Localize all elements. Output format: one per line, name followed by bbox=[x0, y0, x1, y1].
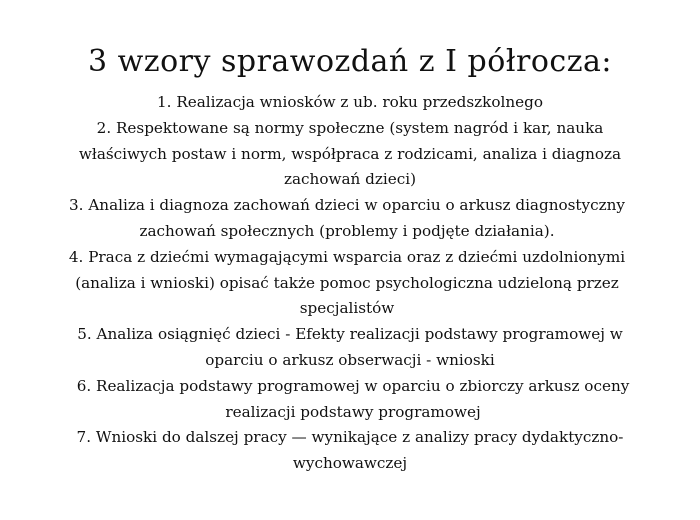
list-item-5 bbox=[0, 322, 700, 374]
list-item-1-line-1: 1. Realizacja wniosków z ub. roku przedszkolnego bbox=[157, 93, 543, 111]
list-item-2-line-1: 2. Respektowane są normy społeczne (system nagród i kar, nauka bbox=[96, 118, 604, 137]
list-item-3-line-1: 3. Analiza i diagnoza zachowań dzieci w oparciu o arkusz diagnostyczny bbox=[69, 196, 625, 215]
list-item-5-line-2: oparciu o arkusz obserwacji - wnioski bbox=[205, 350, 495, 369]
list-item-4 bbox=[0, 245, 697, 322]
list-item-2-line-2: właściwych postaw i norm, współpraca z rodzicami, analiza i diagnoza bbox=[78, 144, 622, 163]
list-item-5-line-1: 5. Analiza osiągnięć dzieci - Efekty realizacji podstawy programowej w bbox=[77, 325, 623, 344]
list-item-1 bbox=[0, 90, 700, 116]
list-item-7-line-2: wychowawczej bbox=[292, 454, 408, 473]
list-item-3-line-2: zachowań społecznych (problemy i podjęte działania). bbox=[139, 221, 555, 240]
list-item-4-line-1: 4. Praca z dziećmi wymagającymi wsparcia oraz z dziećmi uzdolnionymi bbox=[68, 247, 626, 266]
list-item-7 bbox=[0, 425, 700, 477]
list-item-7-line-1: 7. Wnioski do dalszej pracy — wynikające z analizy pracy dydaktyczno- bbox=[76, 428, 624, 447]
list-item-4-line-2: (analiza i wnioski) opisać także pomoc psychologiczna udzieloną przez bbox=[75, 273, 619, 292]
list-item-6-line-2: realizacji podstawy programowej bbox=[225, 402, 481, 421]
list-item-6 bbox=[3, 374, 700, 426]
list-item-2 bbox=[0, 116, 700, 193]
list-item-4-line-3: specjalistów bbox=[299, 299, 395, 318]
report-template-list bbox=[0, 90, 700, 477]
list-item-6-line-1: 6. Realizacja podstawy programowej w oparciu o zbiorczy arkusz oceny bbox=[76, 376, 630, 395]
list-item-3 bbox=[0, 193, 697, 245]
list-item-2-line-3: zachowań dzieci) bbox=[283, 170, 416, 189]
document-title: 3 wzory sprawozdań z I półrocza: bbox=[87, 44, 613, 79]
